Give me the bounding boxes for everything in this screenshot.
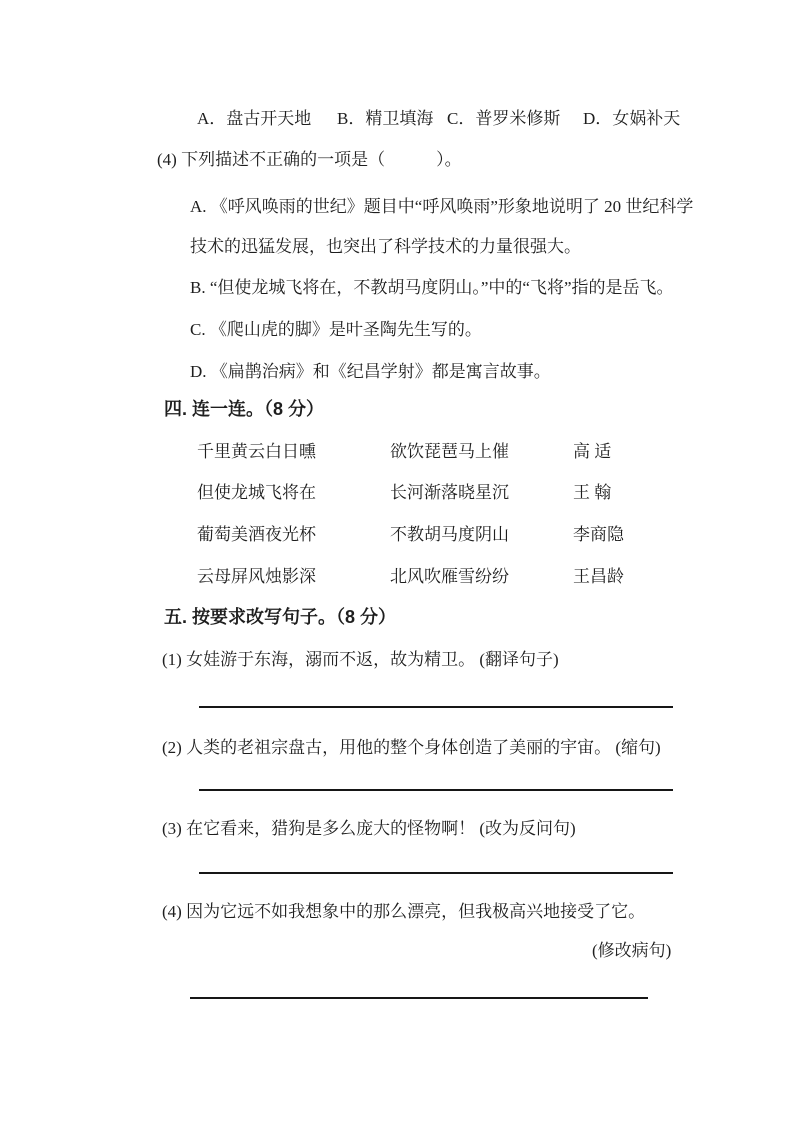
match-left-item: 千里黄云白日曛: [197, 442, 316, 461]
match-middle-item: 长河渐落晓星沉: [390, 483, 509, 502]
match-poet-item: 王 翰: [573, 483, 612, 502]
section-5-heading: 五. 按要求改写句子。（8 分）: [164, 607, 397, 627]
match-middle-item: 欲饮琵琶马上催: [390, 442, 509, 461]
section-4-heading: 四. 连一连。（8 分）: [164, 399, 325, 419]
choice-b: B．精卫填海: [337, 109, 434, 128]
question-4-option-b: B. “但使龙城飞将在，不教胡马度阴山。”中的“飞将”指的是岳飞。: [190, 278, 674, 297]
question-5-item-1: (1) 女娃游于东海，溺而不返，故为精卫。 (翻译句子): [162, 650, 559, 669]
match-left-item: 葡萄美酒夜光杯: [197, 525, 316, 544]
match-poet-item: 王昌龄: [573, 567, 624, 586]
choice-a: A．盘古开天地: [197, 109, 312, 128]
match-poet-item: 李商隐: [573, 525, 624, 544]
question-4-option-a-line-2: 技术的迅猛发展，也突出了科学技术的力量很强大。: [190, 237, 581, 256]
question-5-item-3: (3) 在它看来，猎狗是多么庞大的怪物啊！ (改为反问句): [162, 819, 576, 838]
match-middle-item: 北风吹雁雪纷纷: [390, 567, 509, 586]
match-poet-item: 高 适: [573, 442, 612, 461]
question-4-option-d: D. 《扁鹊治病》和《纪昌学射》都是寓言故事。: [190, 362, 551, 381]
question-4-stem: (4) 下列描述不正确的一项是（ ）。: [157, 150, 462, 169]
match-left-item: 云母屏风烛影深: [197, 567, 316, 586]
answer-blank-line: [199, 872, 673, 874]
question-4-option-a-line-1: A. 《呼风唤雨的世纪》题目中“呼风唤雨”形象地说明了 20 世纪科学: [190, 197, 694, 216]
match-left-item: 但使龙城飞将在: [197, 483, 316, 502]
correction-note: (修改病句): [592, 941, 672, 960]
answer-blank-line: [199, 706, 673, 708]
choice-c: C．普罗米修斯: [447, 109, 561, 128]
question-4-option-c: C. 《爬山虎的脚》是叶圣陶先生写的。: [190, 320, 482, 339]
match-middle-item: 不教胡马度阴山: [390, 525, 509, 544]
answer-blank-line: [199, 789, 673, 791]
question-5-item-4: (4) 因为它远不如我想象中的那么漂亮，但我极高兴地接受了它。: [162, 902, 646, 921]
question-5-item-2: (2) 人类的老祖宗盘古，用他的整个身体创造了美丽的宇宙。 (缩句): [162, 738, 661, 757]
answer-blank-line: [190, 997, 648, 999]
choice-d: D．女娲补天: [583, 109, 681, 128]
